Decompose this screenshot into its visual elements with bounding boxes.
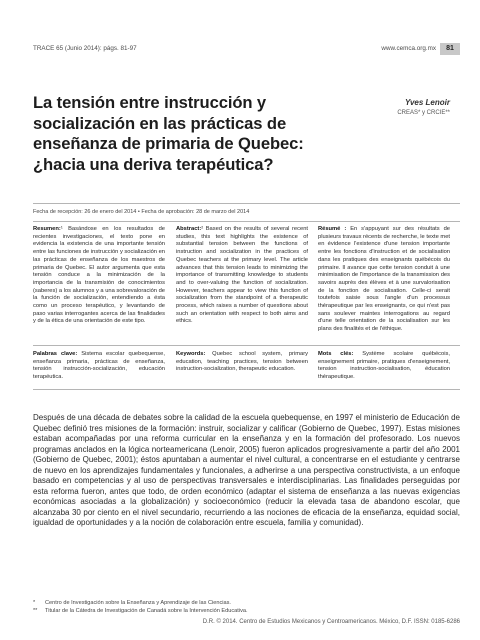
- keywords-text: Système scolaire québécois, enseignement primaire, pratiques d'enseignement, tension instruction-socialisation, éducation thérapeutique.: [318, 351, 450, 381]
- abstract-heading: Abstract:: [176, 226, 202, 232]
- abstract-spanish: [33, 226, 165, 326]
- title-line: socialización en las prácticas de: [33, 113, 287, 133]
- author-block: [355, 98, 450, 116]
- abstract-french: [318, 226, 450, 334]
- footnote: [33, 607, 460, 615]
- article-title-block: [33, 93, 363, 175]
- keywords-heading: Palabras clave:: [33, 351, 78, 357]
- divider-abstracts: [33, 221, 460, 222]
- footnote-text: Titular de la Cátedra de Investigación de Canadá sobre la Intervención Educativa.: [45, 608, 248, 614]
- footnote-mark: *: [33, 600, 36, 606]
- keywords-spanish: [33, 351, 165, 382]
- divider-body: [33, 389, 460, 390]
- footnote: [33, 599, 460, 607]
- title-line: ¿hacia una deriva terapéutica?: [33, 154, 274, 174]
- reception-dates: Fecha de recepción: 26 de enero del 2014 • Fecha de aprobación: 28 de marzo del 2014: [33, 209, 250, 215]
- keywords-english: [176, 351, 308, 374]
- title-line: enseñanza de primaria de Quebec:: [33, 134, 304, 153]
- abstract-heading: Resumen:: [33, 226, 61, 232]
- footnote-mark: **: [33, 608, 38, 614]
- divider-top: [33, 203, 460, 204]
- abstract-text: En s'appuyant sur des résultats de plusieurs travaux récents de recherche, le texte met en évidence l'existence d'une tension importante entre les fonctions d'instruction et de socialisation dans les pratiques des enseignants québécois du primaire. Il avance que cette tension conduit à une minimisation de l'importance de la transmission des savoirs auprès des élèves et à une survalorisation de la fonction de socialisation. Celle-ci serait toutefois saisie sous l'angle d'un processus thérapeutique par les enseignants, ce qui n'est pas sans soulever maintes interrogations au regard d'une telle orientation de la socialisation sur les plans des finalités et de l'éthique.: [318, 226, 450, 333]
- keywords-text: Sistema escolar quebequense, enseñanza primaria, prácticas de enseñanza, tensión instrucción-socialización, educación terapéutica.: [33, 351, 165, 381]
- keywords-heading: Mots clés:: [318, 351, 354, 357]
- footnote-text: Centro de Investigación sobre la Enseñanza y Aprendizaje de las Ciencias.: [45, 600, 231, 606]
- keywords-heading: Keywords:: [176, 351, 206, 357]
- article-title: [33, 93, 363, 175]
- body-paragraph: Después de una década de debates sobre la calidad de la escuela quebequense, en 1997 el ministerio de Educación de Quebec definió tres misiones de la formación: instruir, socializar y calificar (Gobierno de Quebec, 1997). Estas misiones estaban acompañadas por una reforma curricular en la enseñanza y en la formación del profesorado. Los nuevos programas anclados en la lógica norteamericana (Lenoir, 2005) fueron aplicados progresivamente a partir del año 2001 (Gobierno de Quebec, 2001); éstos apuntaban a aumentar el nivel cultural, a concentrarse en el estudiante y centrarse de nuevo en los aprendizajes fundamentales y funcionales, a adherirse a una perspectiva constructivista, a un enfoque basado en competencias y al uso de perspectivas transversales e interdisciplinarias. Las finalidades perseguidas por esta reforma fueron, antes que todo, de orden económico (adaptar el sistema de enseñanza a las nuevas exigencias económicas asociadas a la globalización) y socioeconómico (reducir la elevada tasa de abandono escolar, que alcanzaba 30 por ciento en el nivel secundario, recurriendo a las nociones de eficacia de la enseñanza, equidad social, igualdad de oportunidades y a la noción de colaboración entre escuela, familia y comunidad).: [33, 413, 460, 528]
- author-name: Yves Lenoir: [404, 98, 450, 107]
- footnotes: [33, 599, 460, 615]
- journal-reference: TRACE 65 (Junio 2014): págs. 81-97: [33, 45, 137, 52]
- abstract-heading: Résumé :: [318, 226, 347, 232]
- keywords-text: Quebec school system, primary education, teaching practices, tension between instruction-socialization, therapeutic education.: [176, 351, 308, 373]
- divider-keywords: [33, 345, 460, 346]
- running-header: [33, 43, 460, 57]
- keywords-french: [318, 351, 450, 382]
- title-line: La tensión entre instrucción y: [33, 93, 267, 112]
- abstract-text: ² Based on the results of several recent studies, this text highlights the existence of substantial tension between the functions of instruction and socialization in the practices of Quebec teachers at the primary level. The article advances that this tension leads to minimizing the importance of transmitting knowledge to students and to over-valuing the function of socialization. However, teachers appear to view this function of socialization from the standpoint of a therapeutic process, which raises a number of questions about such an orientation with respect to both aims and ethics.: [176, 226, 308, 325]
- journal-website-link[interactable]: www.cemca.org.mx: [381, 45, 436, 52]
- abstract-text: ¹ Basándose en los resultados de recientes investigaciones, el texto pone en evidencia la existencia de una importante tensión entre las funciones de instrucción y socialización en las prácticas de enseñanza de los maestros de primaria de Quebec. El autor argumenta que esta tensión conduce a la minimización de la importancia de la transmisión de conocimientos (saberes) a los alumnos y a una sobrevaloración de la función de socialización, entendiendo a ésta como un proceso terapéutico, y levantando de paso varias interrogantes acerca de las finalidades y de la ética de una orientación de este tipo.: [33, 226, 166, 325]
- page-number: 81: [440, 43, 460, 55]
- author-affiliation: CREAS* y CRCIE**: [397, 110, 450, 116]
- abstract-english: [176, 226, 308, 326]
- copyright-footer: D.R. © 2014. Centro de Estudios Mexicanos y Centroamericanos. México, D.F. ISSN: 0185-6286: [202, 619, 460, 625]
